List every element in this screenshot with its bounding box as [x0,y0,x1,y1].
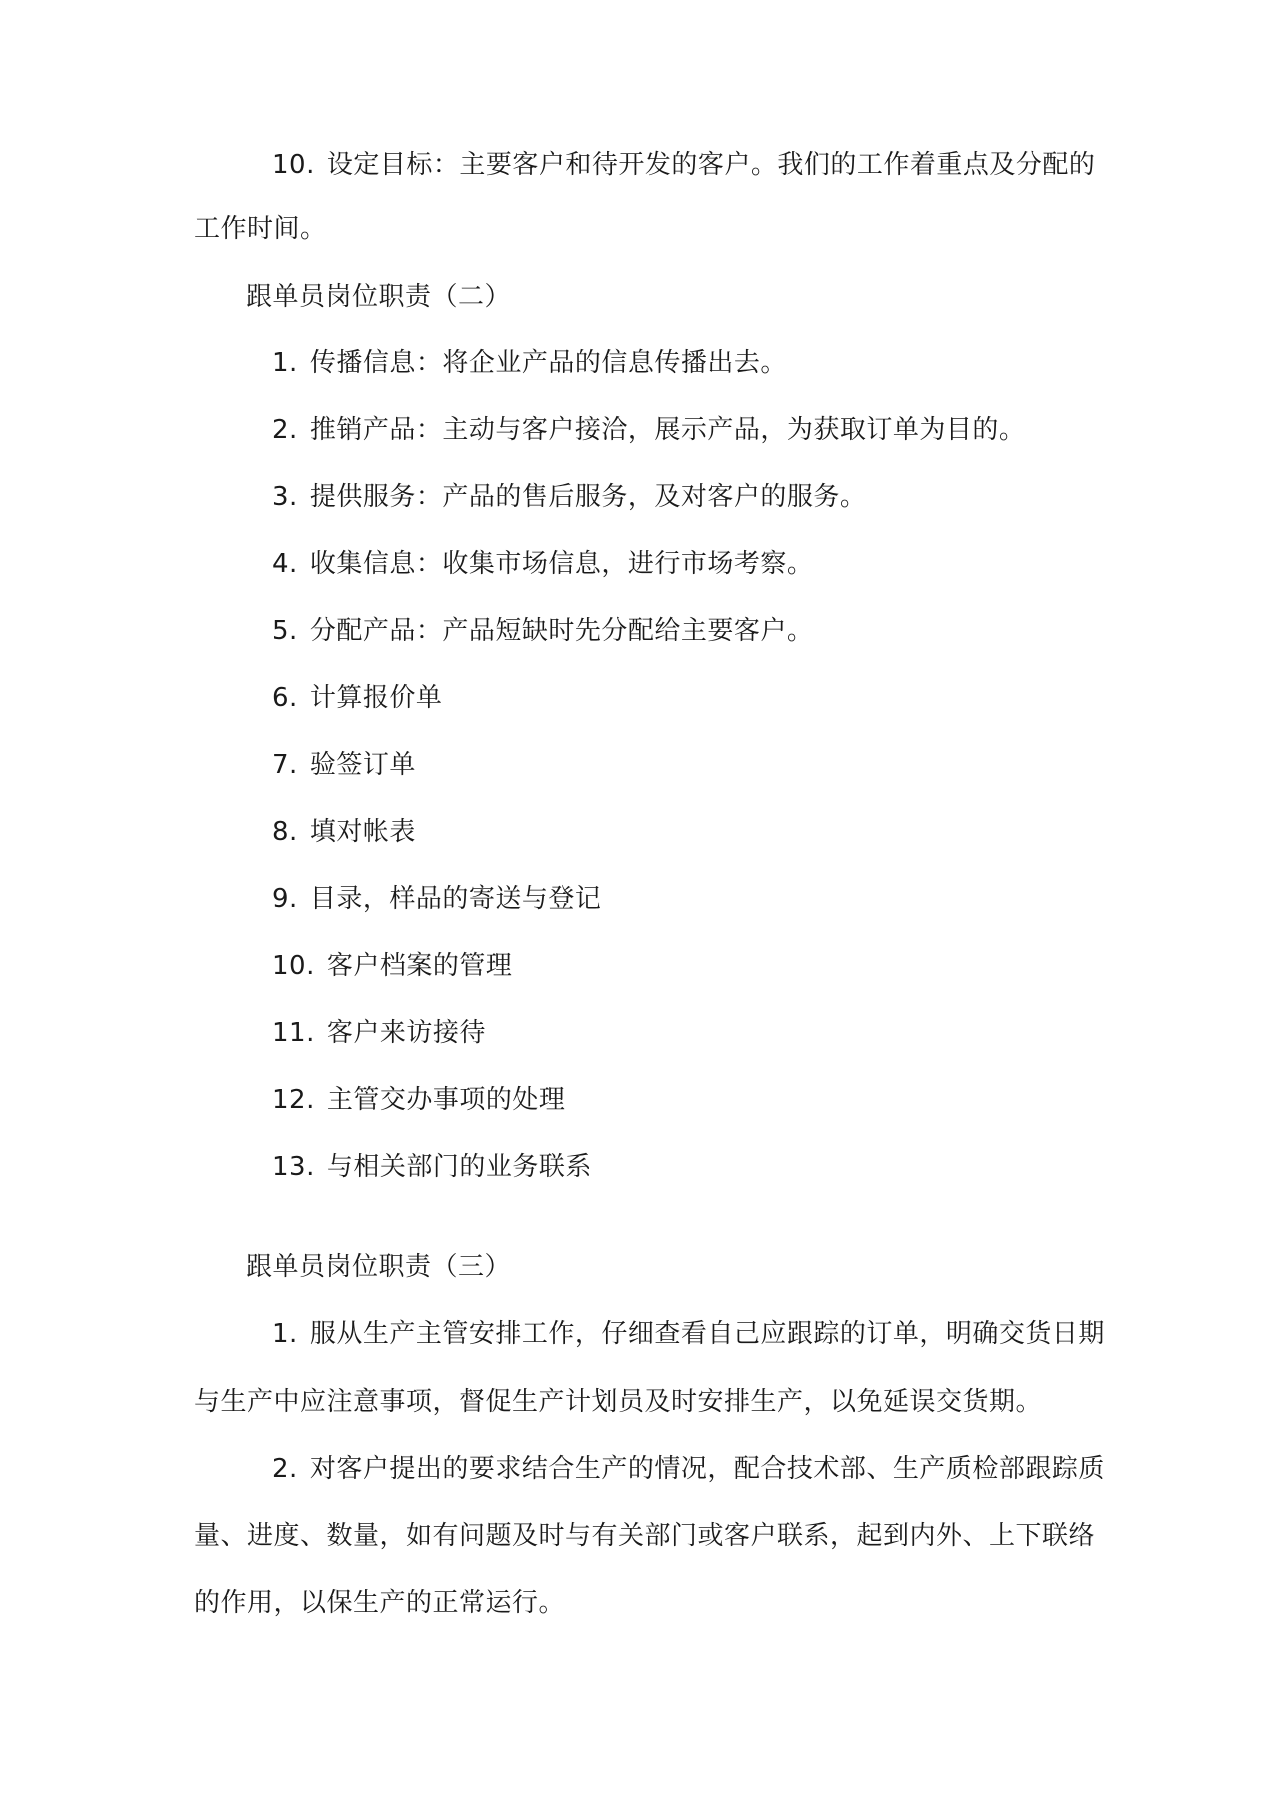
item-number: 10. [272,150,315,180]
paragraph-item-line2: 与生产中应注意事项，督促生产计划员及时安排生产，以免延误交货期。 [194,1387,1043,1417]
item-number: 9. [272,884,298,914]
list-item [272,1083,565,1117]
section3-heading: 跟单员岗位职责（三） [246,1252,512,1282]
paragraph-item-line1 [272,1317,1105,1351]
list-item [272,748,416,782]
item-number: 10. [272,951,315,981]
item-text: 验签订单 [309,750,416,780]
intro-item-line2: 工作时间。 [194,214,327,244]
item-text: 目录，样品的寄送与登记 [309,884,602,914]
item-text: 客户档案的管理 [326,951,513,981]
item-text: 填对帐表 [309,817,416,847]
item-number: 7. [272,750,298,780]
list-item [272,1016,486,1050]
item-number: 1. [272,348,298,378]
paragraph-item-line2: 量、进度、数量，如有问题及时与有关部门或客户联系，起到内外、上下联络 [194,1521,1096,1551]
item-number: 6. [272,683,298,713]
paragraph-item-line1 [272,1452,1105,1486]
paragraph-item-line3: 的作用，以保生产的正常运行。 [194,1588,566,1618]
list-item [272,614,813,648]
item-text: 对客户提出的要求结合生产的情况，配合技术部、生产质检部跟踪质 [309,1454,1105,1484]
item-text: 推销产品：主动与客户接洽，展示产品，为获取订单为目的。 [309,415,1026,445]
list-item [272,815,416,849]
list-item [272,346,787,380]
list-item [272,1150,592,1184]
item-text: 客户来访接待 [326,1018,486,1048]
list-item [272,882,601,916]
item-number: 4. [272,549,298,579]
item-text: 收集信息：收集市场信息，进行市场考察。 [309,549,814,579]
list-item [272,547,813,581]
item-number: 2. [272,1454,298,1484]
item-text: 计算报价单 [309,683,443,713]
item-number: 12. [272,1085,315,1115]
section2-heading: 跟单员岗位职责（二） [246,282,512,312]
item-text: 提供服务：产品的售后服务，及对客户的服务。 [309,482,867,512]
list-item [272,949,512,983]
list-item [272,681,442,715]
item-text: 与相关部门的业务联系 [326,1152,592,1182]
item-text: 传播信息：将企业产品的信息传播出去。 [309,348,787,378]
item-number: 3. [272,482,298,512]
item-text: 主管交办事项的处理 [326,1085,566,1115]
item-number: 8. [272,817,298,847]
item-text: 设定目标：主要客户和待开发的客户。我们的工作着重点及分配的 [326,150,1096,180]
item-number: 2. [272,415,298,445]
item-number: 13. [272,1152,315,1182]
intro-item-line1 [272,148,1095,182]
list-item [272,480,866,514]
item-number: 11. [272,1018,315,1048]
item-number: 1. [272,1319,298,1349]
item-number: 5. [272,616,298,646]
list-item [272,413,1025,447]
item-text: 分配产品：产品短缺时先分配给主要客户。 [309,616,814,646]
item-text: 服从生产主管安排工作，仔细查看自己应跟踪的订单，明确交货日期 [309,1319,1105,1349]
